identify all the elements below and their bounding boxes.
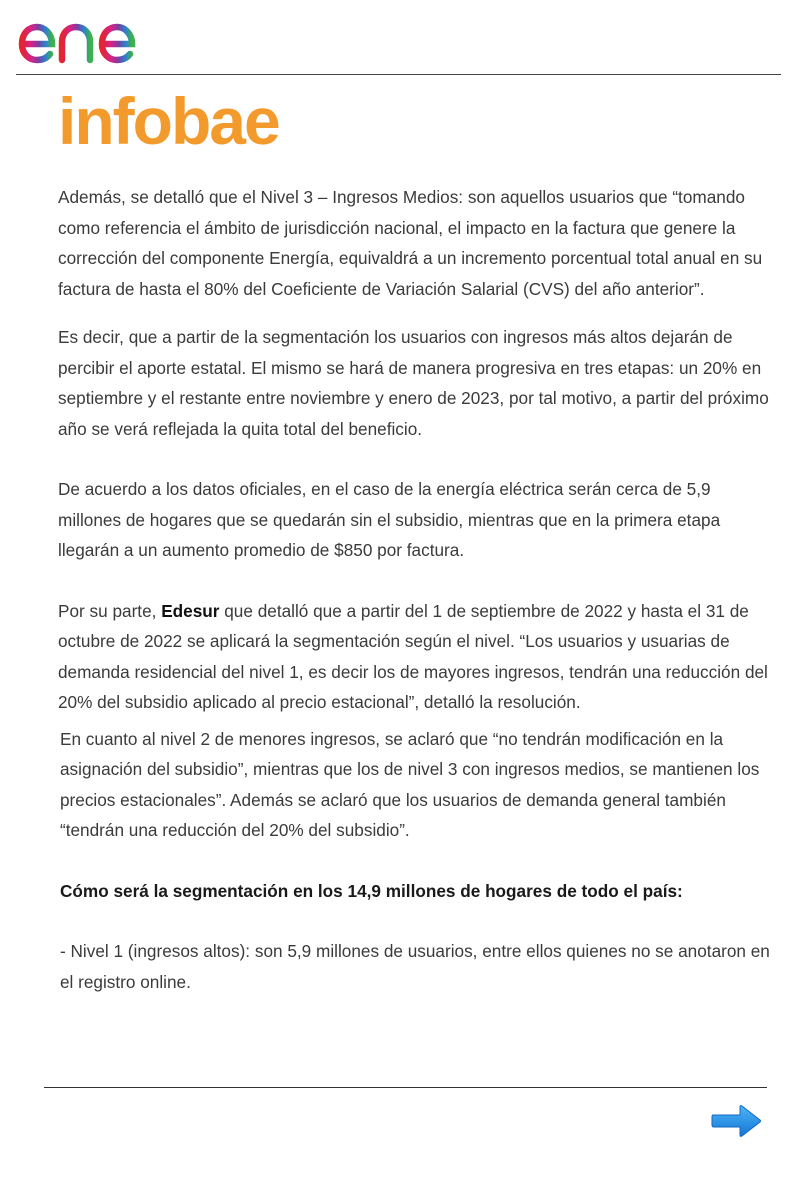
enel-logo: [18, 8, 170, 66]
article-body: [58, 182, 770, 997]
article-paragraph: [58, 596, 770, 718]
right-arrow-icon[interactable]: [710, 1103, 762, 1139]
footer-divider: [44, 1087, 767, 1088]
article-paragraph: En cuanto al nivel 2 de menores ingresos, se aclaró que “no tendrán modificación en la asignación del subsidio”, mientras que los de nivel 3 con ingresos medios, se mantienen los precios estacionales”. Además se aclaró que los usuarios de demanda general también “tendrán una reducción del 20% del subsidio”.: [60, 728, 760, 840]
edesur-mention: Edesur: [161, 600, 220, 621]
article-paragraph: De acuerdo a los datos oficiales, en el caso de la energía eléctrica serán cerca de 5,9 millones de hogares que se quedarán sin el subsidio, mientras que en la primera etapa llegarán a un aumento promedio de $850 por factura.: [58, 479, 721, 560]
paragraph-text: que detalló que a partir del 1 de septiembre de 2022 y hasta el 31 de octubre de 2022 se aplicará la segmentación según el nivel. “Los usuarios y usuarias de demanda residencial del nivel 1, es decir los de mayores ingresos, tendrán una reducción del 20% del subsidio aplicado al precio estacional”, detalló la resolución.: [58, 600, 768, 712]
section-subheading: Cómo será la segmentación en los 14,9 millones de hogares de todo el país:: [60, 880, 683, 901]
header-divider: [16, 74, 781, 75]
infobae-logo: infobae: [58, 84, 279, 158]
list-item: - Nivel 1 (ingresos altos): son 5,9 millones de usuarios, entre ellos quienes no se anotaron en el registro online.: [60, 941, 770, 992]
article-paragraph: Es decir, que a partir de la segmentación los usuarios con ingresos más altos dejarán de percibir el aporte estatal. El mismo se hará de manera progresiva en tres etapas: un 20% en septiembre y el restante entre noviembre y enero de 2023, por tal motivo, a partir del próximo año se verá reflejada la quita total del beneficio.: [58, 327, 769, 439]
page-header: [0, 0, 800, 76]
article-paragraph: Además, se detalló que el Nivel 3 – Ingresos Medios: son aquellos usuarios que “tomando como referencia el ámbito de jurisdicción nacional, el impacto en la factura que genere la corrección del componente Energía, equivaldrá a un incremento porcentual total anual en su factura de hasta el 80% del Coeficiente de Variación Salarial (CVS) del año anterior”.: [58, 187, 763, 299]
paragraph-text: Por su parte,: [58, 600, 162, 621]
